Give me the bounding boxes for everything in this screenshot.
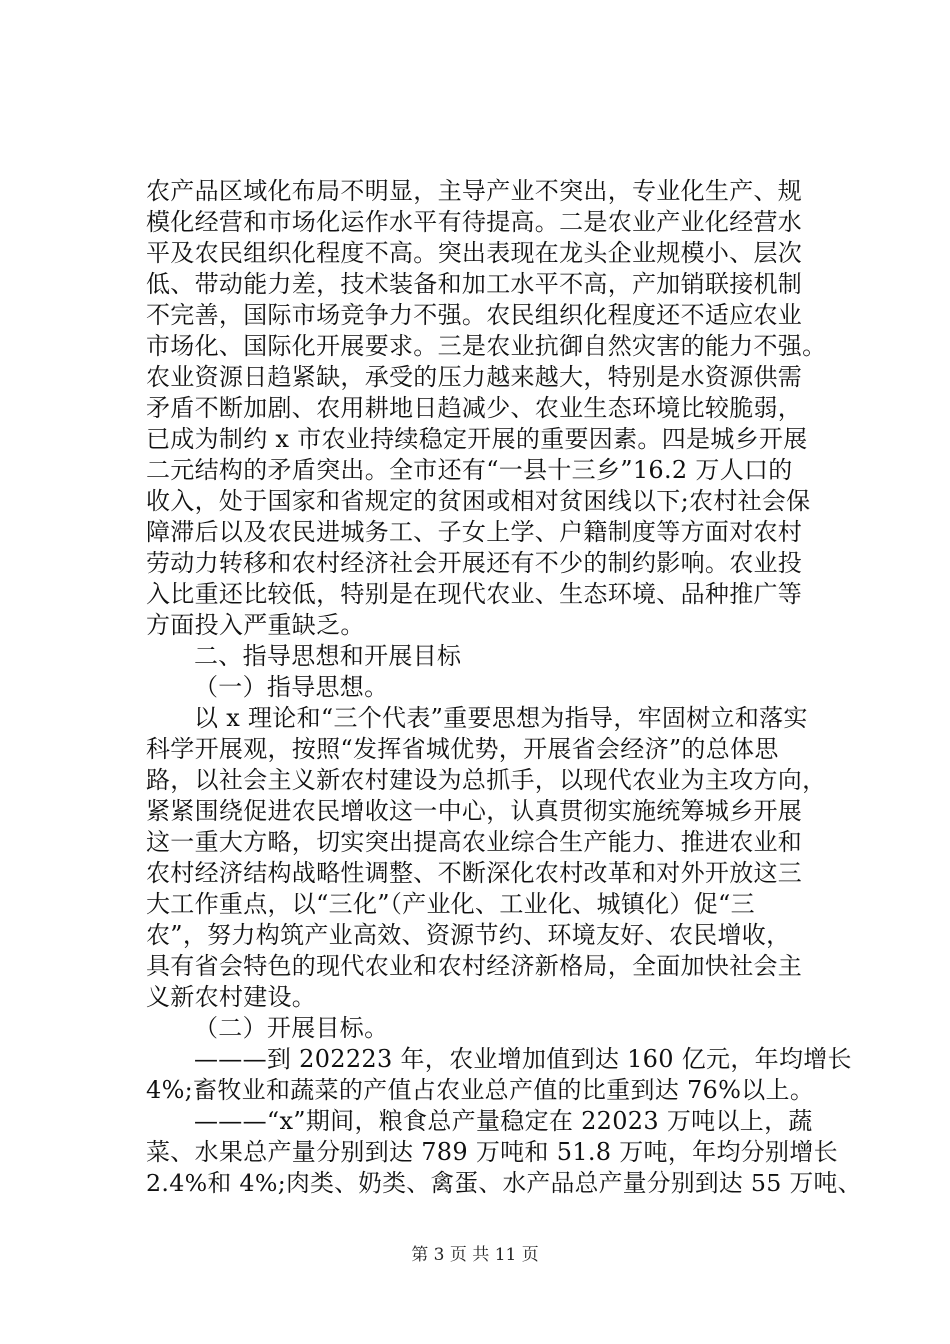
document-body (146, 176, 866, 1199)
text-line: 菜、水果总产量分别到达 789 万吨和 51.8 万吨，年均分别增长 (146, 1138, 838, 1166)
text-line: 二元结构的矛盾突出。全市还有“一县十三乡”16.2 万人口的 (146, 456, 793, 484)
text-line: （一）指导思想。 (194, 673, 389, 701)
text-line: 已成为制约 x 市农业持续稳定开展的重要因素。四是城乡开展 (146, 425, 808, 453)
text-line: 低、带动能力差，技术装备和加工水平不高，产加销联接机制 (146, 270, 803, 298)
page-footer: 第 3 页 共 11 页 (411, 1245, 539, 1265)
text-line: 科学开展观，按照“发挥省城优势，开展省会经济”的总体思 (146, 735, 779, 763)
text-line: 农”，努力构筑产业高效、资源节约、环境友好、农民增收， (146, 921, 791, 949)
text-line: 矛盾不断加剧、农用耕地日趋减少、农业生态环境比较脆弱， (146, 394, 803, 422)
text-line: 入比重还比较低，特别是在现代农业、生态环境、品种推广等 (146, 580, 803, 608)
text-line: 这一重大方略，切实突出提高农业综合生产能力、推进农业和 (146, 828, 803, 856)
text-line: 紧紧围绕促进农民增收这一中心，认真贯彻实施统筹城乡开展 (146, 797, 803, 825)
text-line: （二）开展目标。 (194, 1014, 389, 1042)
text-line: 农村经济结构战略性调整、不断深化农村改革和对外开放这三 (146, 859, 803, 887)
text-line: 劳动力转移和农村经济社会开展还有不少的制约影响。农业投 (146, 549, 803, 577)
text-line: ———到 202223 年，农业增加值到达 160 亿元，年均增长 (194, 1045, 852, 1073)
text-line: 平及农民组织化程度不高。突出表现在龙头企业规模小、层次 (146, 239, 803, 267)
text-line: 义新农村建设。 (146, 983, 317, 1011)
text-line: 以 x 理论和“三个代表”重要思想为指导，牢固树立和落实 (194, 704, 808, 732)
text-line: 方面投入严重缺乏。 (146, 611, 365, 639)
text-line: 具有省会特色的现代农业和农村经济新格局，全面加快社会主 (146, 952, 803, 980)
text-line: 大工作重点，以“三化”（产业化、工业化、城镇化）促“三 (146, 890, 755, 918)
text-line: 收入，处于国家和省规定的贫困或相对贫困线以下;农村社会保 (146, 487, 811, 515)
text-line: 二、指导思想和开展目标 (194, 642, 462, 670)
text-line: 农产品区域化布局不明显，主导产业不突出，专业化生产、规 (146, 177, 803, 205)
text-line: 模化经营和市场化运作水平有待提高。二是农业产业化经营水 (146, 208, 803, 236)
text-line: 4%;畜牧业和蔬菜的产值占农业总产值的比重到达 76%以上。 (146, 1076, 815, 1104)
text-line: 市场化、国际化开展要求。三是农业抗御自然灾害的能力不强。 (146, 332, 827, 360)
text-line: 农业资源日趋紧缺，承受的压力越来越大，特别是水资源供需 (146, 363, 803, 391)
text-line: 不完善，国际市场竞争力不强。农民组织化程度还不适应农业 (146, 301, 803, 329)
text-line: 障滞后以及农民进城务工、子女上学、户籍制度等方面对农村 (146, 518, 803, 546)
text-line: 2.4%和 4%;肉类、奶类、禽蛋、水产品总产量分别到达 55 万吨、 (146, 1169, 862, 1197)
text-line: ———“x”期间，粮食总产量稳定在 22023 万吨以上，蔬 (194, 1107, 813, 1135)
text-line: 路，以社会主义新农村建设为总抓手，以现代农业为主攻方向， (146, 766, 827, 794)
